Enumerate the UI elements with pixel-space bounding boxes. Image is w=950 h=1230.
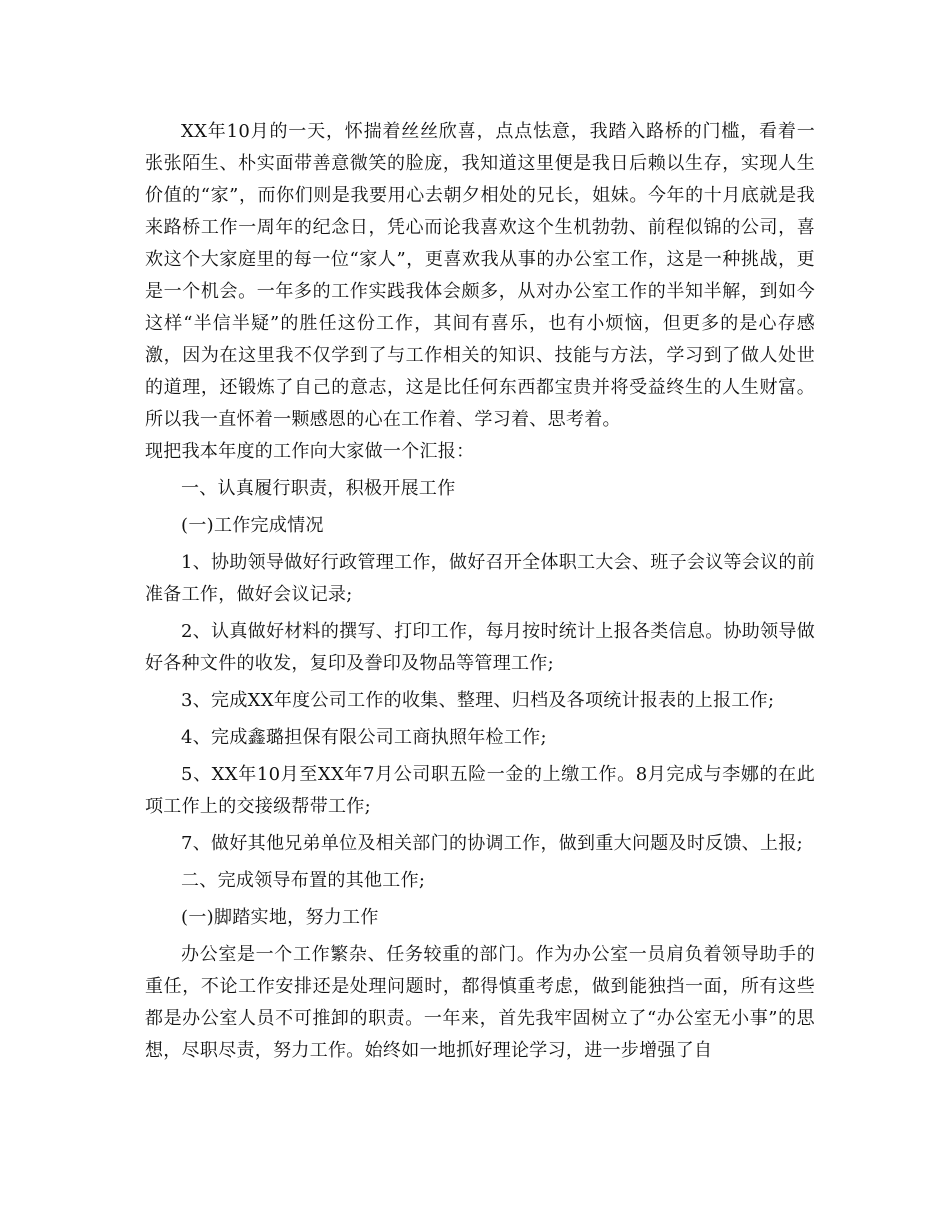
list-item-5: 5、XX年10月至XX年7月公司职五险一金的上缴工作。8月完成与李娜的在此项工作上的交接级帮带工作; — [145, 764, 815, 817]
list-item-2: 2、认真做好材料的撰写、打印工作，每月按时统计上报各类信息。协助领导做好各种文件的收发，复印及誊印及物品等管理工作; — [145, 621, 815, 674]
section-heading-2: 二、完成领导布置的其他工作; — [181, 870, 426, 891]
subsection-heading-1-1: (一)工作完成情况 — [181, 515, 324, 536]
document-body — [145, 116, 815, 1067]
list-item-3: 3、完成XX年度公司工作的收集、整理、归档及各项统计报表的上报工作; — [181, 690, 775, 711]
office-paragraph: 办公室是一个工作繁杂、任务较重的部门。作为办公室一员肩负着领导助手的重任，不论工作安排还是处理问题时，都得慎重考虑，做到能独挡一面，所有这些都是办公室人员不可推卸的职责。一年来，首先我牢固树立了“办公室无小事”的思想，尽职尽责，努力工作。始终如一地抓好理论学习，进一步增强了自 — [145, 944, 815, 1061]
subsection-heading-2-1: (一)脚踏实地，努力工作 — [181, 907, 379, 928]
list-item-7: 7、做好其他兄弟单位及相关部门的协调工作，做到重大问题及时反馈、上报; — [181, 833, 804, 854]
report-intro-line: 现把我本年度的工作向大家做一个汇报： — [145, 441, 475, 462]
list-item-1: 1、协助领导做好行政管理工作，做好召开全体职工大会、班子会议等会议的前准备工作，做好会议记录; — [145, 552, 815, 605]
intro-paragraph: XX年10月的一天，怀揣着丝丝欣喜，点点怯意，我踏入路桥的门槛，看着一张张陌生、朴实面带善意微笑的脸庞，我知道这里便是我日后赖以生存，实现人生价值的“家”，而你们则是我要用心去朝夕相处的兄长，姐妹。今年的十月底就是我来路桥工作一周年的纪念日，凭心而论我喜欢这个生机勃勃、前程似锦的公司，喜欢这个大家庭里的每一位“家人”，更喜欢我从事的办公室工作，这是一种挑战，更是一个机会。一年多的工作实践我体会颇多，从对办公室工作的半知半解，到如今这样“半信半疑”的胜任这份工作，其间有喜乐，也有小烦恼，但更多的是心存感激，因为在这里我不仅学到了与工作相关的知识、技能与方法，学习到了做人处世的道理，还锻炼了自己的意志，这是比任何东西都宝贵并将受益终生的人生财富。所以我一直怀着一颗感恩的心在工作着、学习着、思考着。 — [145, 121, 815, 430]
section-heading-1: 一、认真履行职责，积极开展工作 — [181, 478, 456, 499]
list-item-4: 4、完成鑫璐担保有限公司工商执照年检工作; — [181, 727, 547, 748]
